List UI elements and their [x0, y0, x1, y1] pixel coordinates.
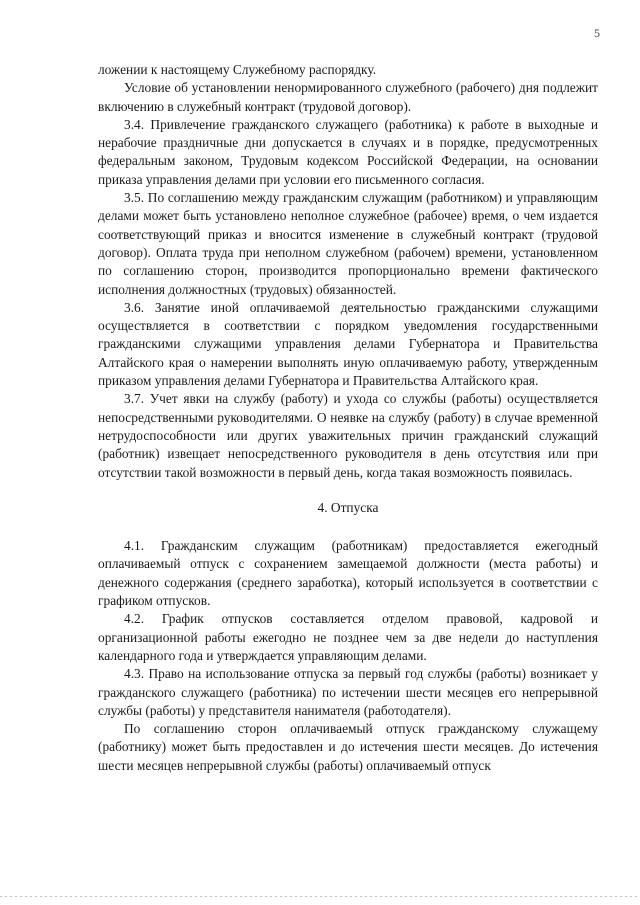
- paragraph-3-4: 3.4. Привлечение гражданского служащего (работника) к работе в выходные и нерабочие праздничные дни допускается в случаях и в порядке, предусмотренных федеральным законом, Трудовым кодексом Российской Федерации, на основании приказа управления делами при условии его письменного согласия.: [98, 116, 598, 187]
- paragraph-3-6: 3.6. Занятие иной оплачиваемой деятельностью гражданскими служащими осуществляется в соответствии с порядком уведомления государственными гражданскими служащими управления делами Губернатора и Правительства Алтайского края о намерении выполнять иную оплачиваемую работу, утвержденным приказом управления делами Губернатора и Правительства Алтайского края.: [98, 299, 598, 389]
- paragraph-4-1: 4.1. Гражданским служащим (работникам) предоставляется ежегодный оплачиваемый отпуск с сохранением замещаемой должности (места работы) и денежного содержания (среднего заработка), который используется в соответствии с графиком отпусков.: [98, 538, 598, 609]
- document-body: [98, 61, 598, 775]
- paragraph-3-5: 3.5. По соглашению между гражданским служащим (работником) и управляющим делами может быть установлено неполное служебное (рабочее) время, о чем издается соответствующий приказ и вносится изменение в служебный контракт (трудовой договор). Оплата труда при неполном служебном (рабочем) времени, установленном по соглашению сторон, производится пропорционально времени фактического исполнения должностных (трудовых) обязанностей.: [98, 190, 598, 297]
- paragraph-4-3: 4.3. Право на использование отпуска за первый год службы (работы) возникает у гражданского служащего (работника) по истечении шести месяцев его непрерывной службы (работы) у представителя нанимателя (работодателя).: [98, 666, 598, 718]
- paragraph-3-7: 3.7. Учет явки на службу (работу) и ухода со службы (работы) осуществляется непосредственными руководителями. О неявке на службу (работу) в случае временной нетрудоспособности или других уважительных причин гражданский служащий (работник) извещает непосредственного руководителя в день отсутствия или при отсутствии такой возможности в первый день, когда такая возможность появилась.: [98, 391, 598, 480]
- paragraph-agreement: По соглашению сторон оплачиваемый отпуск гражданскому служащему (работнику) может быть предоставлен и до истечения шести месяцев. До истечения шести месяцев непрерывной службы (работы) оплачиваемый отпуск: [98, 721, 598, 773]
- scan-edge-line: [0, 896, 640, 897]
- paragraph-irregular-day: Условие об установлении ненормированного служебного (рабочего) дня подлежит включению в служебный контракт (трудовой договор).: [98, 80, 598, 114]
- paragraph-continuation: ложении к настоящему Служебному распорядку.: [98, 62, 377, 77]
- section-heading: 4. Отпуска: [317, 499, 379, 515]
- page-number: 5: [594, 26, 600, 40]
- paragraph-4-2: 4.2. График отпусков составляется отделом правовой, кадровой и организационной работы ежегодно не позднее чем за две недели до наступления календарного года и утверждается управляющим делами.: [98, 611, 598, 663]
